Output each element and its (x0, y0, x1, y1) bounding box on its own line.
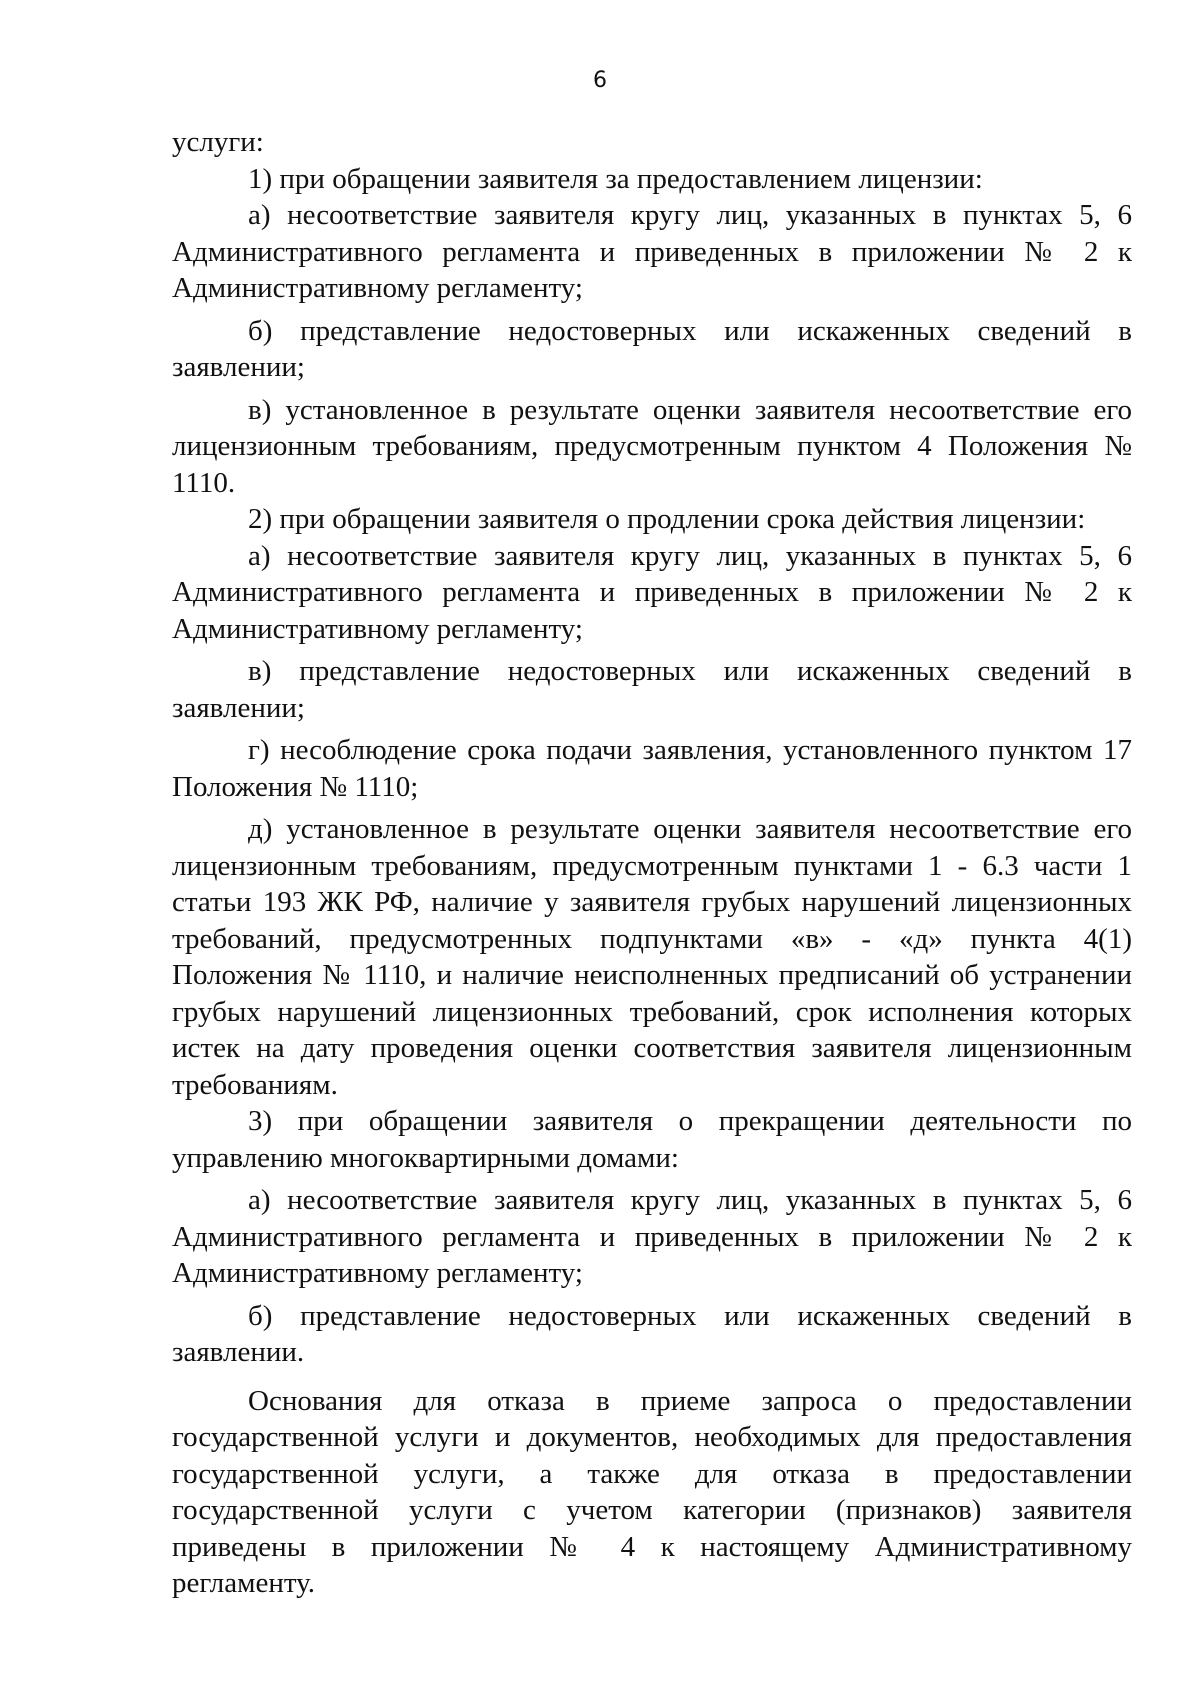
paragraph-item-2g: г) несоблюдение срока подачи заявления, установленного пунктом 17 Положения № 1110; (172, 734, 1132, 803)
paragraph-item-3: 3) при обращении заявителя о прекращении деятельности по управлению многоквартирными домами: (172, 1105, 1132, 1174)
paragraph-continuation: услуги: (172, 126, 264, 158)
paragraph-item-3b: б) представление недостоверных или искаженных сведений в заявлении. (172, 1299, 1132, 1368)
page-number: 6 (593, 68, 607, 93)
paragraph-item-2: 2) при обращении заявителя о продлении срока действия лицензии: (248, 503, 1086, 535)
paragraph-item-2d: д) установленное в результате оценки заявителя несоответствие его лицензионным требованиям, предусмотренным пунктами 1 - 6.3 части 1 статьи 193 ЖК РФ, наличие у заявителя грубых нарушений лицензионных требований, предусмотренных подпунктами «в» - «д» пункта 4(1) Положения № 1110, и наличие неисполненных предписаний об устранении грубых нарушений лицензионных требований, срок исполнения которых истек на дату проведения оценки соответствия заявителя лицензионным требованиям. (172, 813, 1132, 1101)
paragraph-item-2v: в) представление недостоверных или искаженных сведений в заявлении; (172, 655, 1132, 724)
document-body (172, 124, 1132, 1602)
paragraph-item-1: 1) при обращении заявителя за предоставлением лицензии: (248, 162, 983, 195)
paragraph-item-1v: в) установленное в результате оценки заявителя несоответствие его лицензионным требованиям, предусмотренным пунктом 4 Положения № 1110. (172, 393, 1132, 499)
paragraph-item-1a: а) несоответствие заявителя кругу лиц, указанных в пунктах 5, 6 Административного регламента и приведенных в приложении № 2 к Административному регламенту; (172, 199, 1132, 304)
paragraph-grounds: Основания для отказа в приеме запроса о предоставлении государственной услуги и документов, необходимых для предоставления государственной услуги, а также для отказа в предоставлении государственной услуги с учетом категории (признаков) заявителя приведены в приложении № 4 к настоящему Административному регламенту. (172, 1384, 1132, 1599)
paragraph-item-2a: а) несоответствие заявителя кругу лиц, указанных в пунктах 5, 6 Административного регламента и приведенных в приложении № 2 к Административному регламенту; (172, 539, 1132, 645)
paragraph-item-3a: а) несоответствие заявителя кругу лиц, указанных в пунктах 5, 6 Административного регламента и приведенных в приложении № 2 к Административному регламенту; (172, 1184, 1132, 1289)
paragraph-item-1b: б) представление недостоверных или искаженных сведений в заявлении; (172, 314, 1132, 383)
